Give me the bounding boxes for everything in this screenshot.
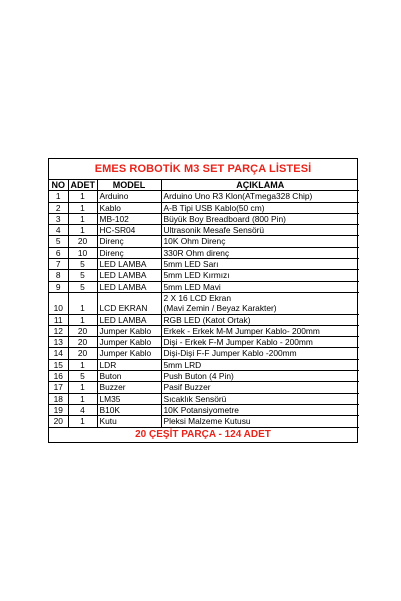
cell-aciklama: 5mm LED Sarı [161,259,359,270]
cell-model: LM35 [97,393,161,404]
cell-adet: 4 [68,404,97,415]
cell-no: 3 [49,213,68,224]
table-body [49,191,359,427]
cell-aciklama: Arduino Uno R3 Klon(ATmega328 Chip) [161,191,359,202]
table-row [49,393,359,404]
cell-adet: 1 [68,213,97,224]
cell-model: Jumper Kablo [97,348,161,359]
cell-model: MB-102 [97,213,161,224]
cell-model: B10K [97,404,161,415]
cell-no: 9 [49,281,68,292]
header-no: NO [49,180,68,191]
cell-no: 1 [49,191,68,202]
cell-no: 10 [49,292,68,314]
cell-no: 17 [49,382,68,393]
cell-no: 2 [49,202,68,213]
cell-no: 8 [49,270,68,281]
table-row [49,314,359,325]
cell-aciklama: 5mm LED Mavi [161,281,359,292]
cell-model: Buton [97,371,161,382]
table-row [49,359,359,370]
table-row [49,337,359,348]
table-row [49,292,359,314]
cell-aciklama: RGB LED (Katot Ortak) [161,314,359,325]
cell-no: 19 [49,404,68,415]
cell-no: 11 [49,314,68,325]
cell-aciklama: Dişi - Erkek F-M Jumper Kablo - 200mm [161,337,359,348]
cell-no: 4 [49,225,68,236]
cell-model: HC-SR04 [97,225,161,236]
header-adet: ADET [68,180,97,191]
table-row [49,416,359,427]
table-row [49,382,359,393]
cell-aciklama: Pleksi Malzeme Kutusu [161,416,359,427]
cell-model: Arduino [97,191,161,202]
cell-adet: 5 [68,270,97,281]
cell-aciklama: 330R Ohm direnç [161,247,359,258]
cell-model: LED LAMBA [97,281,161,292]
cell-adet: 20 [68,236,97,247]
table-row [49,270,359,281]
cell-aciklama-line-2: (Mavi Zemin / Beyaz Karakter) [163,303,277,314]
cell-model: LDR [97,359,161,370]
table-row [49,348,359,359]
header-model: MODEL [97,180,161,191]
cell-adet: 1 [68,292,97,314]
table-row [49,404,359,415]
cell-no: 6 [49,247,68,258]
cell-adet: 1 [68,314,97,325]
table-row [49,247,359,258]
cell-aciklama: 10K Ohm Direnç [161,236,359,247]
cell-no: 13 [49,337,68,348]
cell-adet: 20 [68,337,97,348]
cell-model: LCD EKRAN [97,292,161,314]
parts-table [49,180,359,428]
parts-summary: 20 ÇEŞİT PARÇA - 124 ADET [135,428,271,440]
cell-model: LED LAMBA [97,259,161,270]
cell-model: Buzzer [97,382,161,393]
cell-aciklama: Sıcaklık Sensörü [161,393,359,404]
cell-no: 5 [49,236,68,247]
table-row [49,202,359,213]
cell-no: 16 [49,371,68,382]
cell-adet: 10 [68,247,97,258]
cell-adet: 5 [68,371,97,382]
table-row [49,191,359,202]
parts-list-sheet [48,158,358,443]
table-header-row [49,180,359,191]
table-row [49,225,359,236]
cell-aciklama [161,292,359,314]
cell-adet: 1 [68,202,97,213]
cell-aciklama: 5mm LED Kırmızı [161,270,359,281]
cell-no: 20 [49,416,68,427]
cell-model: Kutu [97,416,161,427]
cell-adet: 5 [68,281,97,292]
table-row [49,281,359,292]
cell-adet: 1 [68,191,97,202]
cell-aciklama: Büyük Boy Breadboard (800 Pin) [161,213,359,224]
table-row [49,236,359,247]
cell-model: Direnç [97,236,161,247]
cell-adet: 20 [68,348,97,359]
cell-adet: 1 [68,359,97,370]
cell-model: Jumper Kablo [97,325,161,336]
cell-adet: 1 [68,382,97,393]
cell-model: Kablo [97,202,161,213]
cell-adet: 1 [68,225,97,236]
cell-aciklama-line-1: 2 X 16 LCD Ekran [163,292,231,303]
cell-no: 15 [49,359,68,370]
cell-aciklama: Push Buton (4 Pin) [161,371,359,382]
cell-no: 12 [49,325,68,336]
cell-adet: 1 [68,393,97,404]
cell-model: Jumper Kablo [97,337,161,348]
header-aciklama: AÇIKLAMA [161,180,359,191]
table-row [49,259,359,270]
cell-aciklama: Erkek - Erkek M-M Jumper Kablo- 200mm [161,325,359,336]
cell-aciklama: 10K Potansiyometre [161,404,359,415]
cell-aciklama: A-B Tipi USB Kablo(50 cm) [161,202,359,213]
cell-adet: 5 [68,259,97,270]
cell-adet: 1 [68,416,97,427]
cell-aciklama: 5mm LRD [161,359,359,370]
table-row [49,325,359,336]
cell-model: Direnç [97,247,161,258]
cell-aciklama: Dişi-Dişi F-F Jumper Kablo -200mm [161,348,359,359]
cell-no: 7 [49,259,68,270]
cell-aciklama: Ultrasonik Mesafe Sensörü [161,225,359,236]
sheet-title: EMES ROBOTİK M3 SET PARÇA LİSTESİ [49,159,357,180]
cell-no: 18 [49,393,68,404]
cell-aciklama: Pasif Buzzer [161,382,359,393]
table-row [49,213,359,224]
cell-model: LED LAMBA [97,314,161,325]
table-row [49,371,359,382]
cell-adet: 20 [68,325,97,336]
cell-no: 14 [49,348,68,359]
cell-model: LED LAMBA [97,270,161,281]
